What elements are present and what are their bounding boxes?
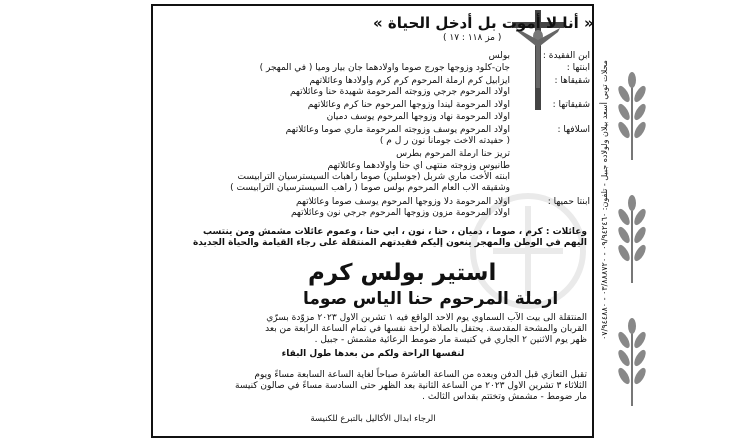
details-line: ظهر يوم الاثنين ٢ الجاري في كنيسة مار ضومط الرعائية مشمش - جبيل . <box>314 335 587 345</box>
wheat-icon <box>612 72 652 162</box>
sidebar-contact-text: محلات توبي أسعد بيلان ولولاده جبيل - تلفون: ٠٩/٩٤٢٤٦٠ - ٠٣/٨٨٨٧٢٠ - ٠٧/٩٤٤٨٨٠ <box>600 60 609 340</box>
relative-label: اسلافها : <box>557 124 590 135</box>
deceased-name: استير بولس كرم <box>308 260 497 286</box>
relative-line: طانيوس وزوجته منتهى اي حنا واولادهما وعائلاتهم <box>327 160 510 171</box>
relative-line: ابنته الأخت ماري شربل (جوسلين) صوما راهبات السيسترسيان الترابيست <box>237 172 510 182</box>
relative-line: اولاد المرحومة مزون وزوجها المرحوم جرجي نون وعائلاتهم <box>290 207 510 218</box>
relative-label: شقيقاها : <box>554 75 590 86</box>
relative-label: ابن الفقيدة : <box>542 51 590 61</box>
wheat-icon <box>612 318 652 408</box>
relative-line: اولاد المرحومة ليندا وزوجها المرحوم حنا كرم وعائلاتهم <box>307 100 510 111</box>
relative-line: اولاد المرحومة نهاد وزوجها المرحوم يوسف دميان <box>326 111 510 122</box>
relative-line: تريز حنا ارملة المرحوم بطرس <box>396 149 510 160</box>
relative-label: ابنتا حميها : <box>547 196 590 207</box>
condolences-line: الثلاثاء ٣ تشرين الاول ٢٠٢٣ من الساعة الثانية بعد الظهر حتى السادسة مساءً في صالون كنيسة <box>235 381 587 391</box>
condolences-paragraph <box>159 370 587 403</box>
deceased-subtitle: ارملة المرحوم حنا الياس صوما <box>303 289 559 309</box>
relatives-list <box>153 6 592 226</box>
details-paragraph <box>159 313 587 360</box>
families-line: اليهم في الوطن والمهجر ينعون إليكم فقيدتهم المنتقلة على رجاء القيامة والحياة الجديدة <box>192 238 587 248</box>
footer-note: الرجاء ابدال الأكاليل بالتبرع للكنيسة <box>310 414 436 424</box>
bible-verse: ( مز ١١٨ : ١٧ ) <box>443 33 502 43</box>
details-line: المنتقلة الى بيت الآب السماوي يوم الاحد الواقع فيه ١ تشرين الاول ٢٠٢٣ مزوّدة بسرّي <box>266 313 587 323</box>
relative-label: شقيقاتها : <box>552 100 590 111</box>
condolences-line: تقبل التعازي قبل الدفن وبعده من الساعة العاشرة صباحاً لغاية الساعة السابعة مساءً ويوم <box>254 370 587 380</box>
relative-line: اولاد المرحوم جرجي وزوجته المرحومة شهيدة حنا وعائلاتهم <box>289 86 510 97</box>
families-paragraph <box>159 227 587 249</box>
relative-line: بولس <box>488 51 510 61</box>
relative-line: ( حفيدته الاخت جومانا نون ر ل م ) <box>379 136 510 147</box>
obituary-title: « أنا لا أموت بل أدخل الحياة » <box>373 14 594 32</box>
relative-line: ايزابيل كرم ارملة المرحوم كرم كرم واولادها وعائلاتهم <box>309 75 510 86</box>
relative-line: وشقيقه الاب العام المرحوم بولس صوما ( راهب السيسترسيان الترابيست ) <box>230 183 510 194</box>
relative-label: ابنتها : <box>566 63 590 74</box>
relative-line: اولاد المرحومة دلا وزوجها المرحوم يوسف صوما وعائلاتهم <box>296 196 510 207</box>
relative-line: جان-كلود وزوجها جورج صوما واولادهما جان بيار وميا ( في المهجر ) <box>259 63 510 74</box>
wheat-icon <box>612 195 652 285</box>
families-line: وعائلات : كرم ، صوما ، دميان ، حنا ، نون ، ابي حنا ، وعموم عائلات مشمش ومن ينتسب <box>203 227 587 237</box>
condolences-line: مار ضومط - مشمش وتختتم بقداس الثالث . <box>422 392 587 402</box>
details-line: لنفسها الراحة ولكم من بعدها طول البقاء <box>281 349 465 359</box>
obituary-frame <box>151 4 594 438</box>
details-line: القربان والمشحة المقدسة. يحتفل بالصلاة لراحة نفسها في تمام الساعة الرابعة من بعد <box>265 324 587 334</box>
relative-line: اولاد المرحوم يوسف وزوجته المرحومة ماري صوما وعائلاتهم <box>285 124 510 135</box>
